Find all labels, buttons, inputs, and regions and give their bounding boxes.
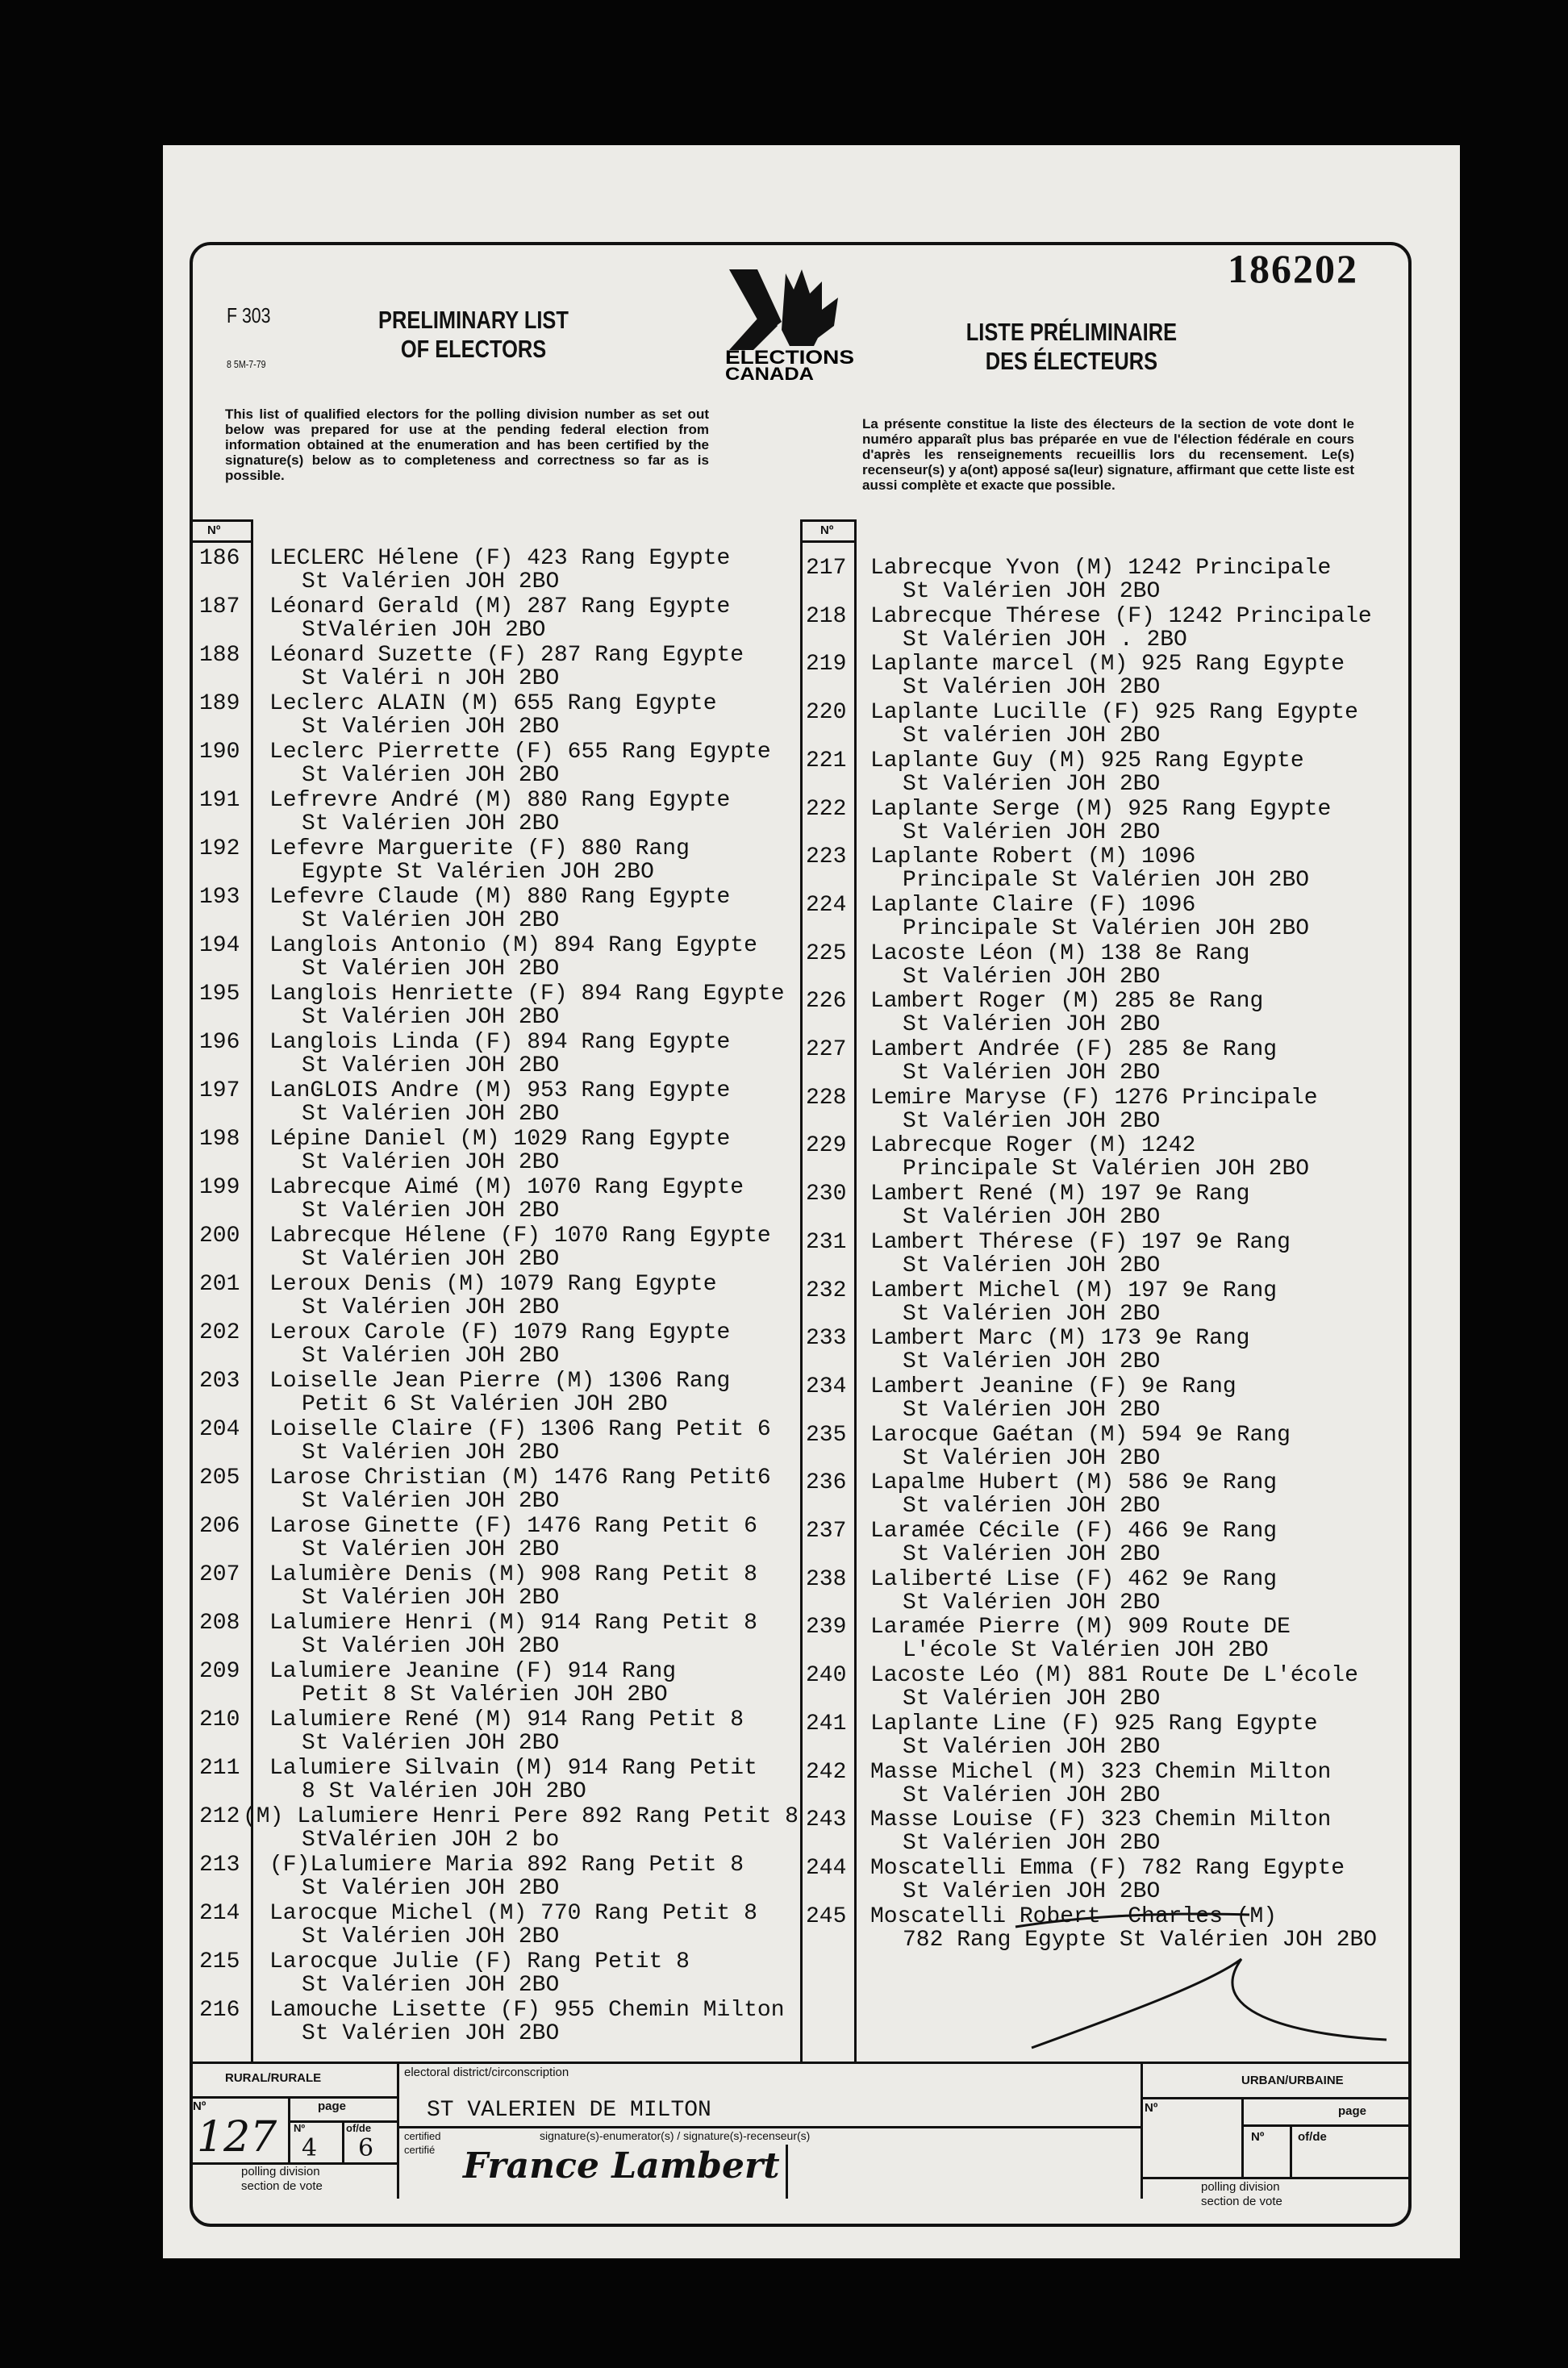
elector-locality: St Valérien JOH 2BO — [302, 1247, 560, 1272]
elector-name-address: Laplante Guy (M) 925 Rang Egypte — [870, 748, 1304, 773]
footer-divider — [397, 2062, 399, 2199]
elector-locality: St Valérien JOH 2BO — [903, 1253, 1161, 1278]
elector-number: 190 — [199, 740, 240, 765]
end-of-list-strokes — [999, 1895, 1403, 2056]
elector-locality: St Valérien JOH 2BO — [903, 579, 1161, 604]
elector-number: 199 — [199, 1175, 240, 1200]
elector-entry — [193, 1327, 1403, 1375]
elector-name-address: Lemire Maryse (F) 1276 Principale — [870, 1085, 1318, 1111]
elector-locality: St Valérien JOH 2BO — [302, 763, 560, 788]
elector-number: 221 — [806, 748, 847, 773]
elector-name-address: Lambert Michel (M) 197 9e Rang — [870, 1278, 1278, 1303]
elector-entry — [193, 701, 1403, 749]
elector-number: 192 — [199, 836, 240, 861]
page-number: 4 — [302, 2134, 318, 2162]
elector-number: 194 — [199, 933, 240, 958]
elector-locality: St Valérien JOH 2BO — [903, 1686, 1161, 1712]
elector-name-address: Moscatelli Robert -Charles (M) — [870, 1903, 1278, 1929]
elector-number: 211 — [199, 1756, 240, 1781]
elector-number: 218 — [806, 603, 847, 629]
elector-number: 213 — [199, 1853, 240, 1878]
elector-entry — [193, 990, 1403, 1038]
elector-name-address: Larose Ginette (F) 1476 Rang Petit 6 — [269, 1514, 757, 1539]
elector-number: 242 — [806, 1759, 847, 1785]
footer-line — [190, 2096, 399, 2099]
elector-name-address: Larocque Michel (M) 770 Rang Petit 8 — [269, 1901, 757, 1926]
elector-entry — [193, 1375, 1403, 1424]
elector-number: 229 — [806, 1133, 847, 1159]
elector-locality: St Valérien JOH 2BO — [903, 1590, 1161, 1615]
elector-name-address: Labrecque Roger (M) 1242 — [870, 1133, 1196, 1159]
elector-locality: St Valérien JOH 2BO — [903, 1301, 1161, 1327]
elector-number: 223 — [806, 844, 847, 870]
no-col-line — [193, 540, 253, 543]
elector-entry — [193, 652, 1403, 701]
elector-locality: St Valérien JOH 2BO — [903, 1542, 1161, 1567]
district-label: electoral district/circonscription — [404, 2066, 569, 2079]
elector-locality: St Valérien JOH 2BO — [302, 1537, 560, 1562]
page-of-label: of/de — [346, 2122, 372, 2134]
elector-number: 224 — [806, 892, 847, 918]
no-header-right: Nº — [820, 523, 834, 537]
elector-name-address: Lambert Thérese (F) 197 9e Rang — [870, 1229, 1291, 1255]
elector-number: 234 — [806, 1374, 847, 1399]
elector-name-address: Moscatelli Emma (F) 782 Rang Egypte — [870, 1855, 1345, 1881]
elector-name-address: Léonard Gerald (M) 287 Rang Egypte — [269, 594, 731, 619]
elector-locality: St Valérien JOH 2BO — [302, 569, 560, 594]
elector-name-address: Leroux Denis (M) 1079 Rang Egypte — [269, 1272, 717, 1297]
elector-locality: St Valérien JOH 2BO — [302, 1876, 560, 1901]
right-no-col-line — [800, 540, 857, 543]
elector-number: 206 — [199, 1514, 240, 1539]
elector-locality: St Valérien JOH 2BO — [302, 1586, 560, 1611]
elector-entry — [193, 1279, 1403, 1328]
elector-locality: St Valérien JOH 2BO — [302, 2021, 560, 2046]
elector-number: 227 — [806, 1037, 847, 1062]
elector-number: 217 — [806, 556, 847, 581]
elector-locality: St Valérien JOH 2BO — [903, 771, 1161, 797]
elector-number: 220 — [806, 700, 847, 726]
elections-canada-logo — [721, 265, 866, 382]
elector-name-address: Lalumiere René (M) 914 Rang Petit 8 — [269, 1707, 744, 1732]
elector-number: 238 — [806, 1566, 847, 1592]
elector-name-address: Lamouche Lisette (F) 955 Chemin Milton — [269, 1998, 785, 2023]
elector-name-address: Lefevre Claude (M) 880 Rang Egypte — [269, 885, 731, 910]
elector-name-address: Laplante Line (F) 925 Rang Egypte — [870, 1711, 1318, 1736]
no-header-left: Nº — [207, 523, 221, 537]
elector-locality: St Valérien JOH 2BO — [903, 1012, 1161, 1038]
elector-name-address: Leclerc Pierrette (F) 655 Rang Egypte — [269, 740, 771, 765]
elector-number: 198 — [199, 1127, 240, 1152]
footer-line — [397, 2126, 1141, 2128]
intro-english: This list of qualified electors for the polling division number as set out below was prepared for use at the pending federal election from information obtained at the enumeration and has been certified by the signature(s) below as to completeness and correctness so far as is possible. — [225, 406, 709, 483]
elector-locality: St Valérien JOH 2BO — [302, 1634, 560, 1659]
elector-entry — [193, 1134, 1403, 1182]
elector-entry — [193, 1568, 1403, 1616]
footer-divider — [786, 2145, 788, 2199]
form-code: F 303 — [227, 303, 271, 327]
form-border — [190, 242, 1412, 2227]
elector-number: 191 — [199, 788, 240, 813]
elector-name-address: Loiselle Claire (F) 1306 Rang Petit 6 — [269, 1417, 771, 1442]
elector-name-address: Laramée Cécile (F) 466 9e Rang — [870, 1519, 1278, 1544]
rural-no-label: Nº — [193, 2099, 206, 2113]
elector-locality: St Valérien JOH 2BO — [903, 1445, 1161, 1471]
elector-number: 225 — [806, 940, 847, 966]
serial-number: 186202 — [1228, 246, 1358, 291]
elector-number: 188 — [199, 643, 240, 668]
elector-number: 205 — [199, 1465, 240, 1490]
elector-number: 186 — [199, 546, 240, 571]
elector-number: 201 — [199, 1272, 240, 1297]
elector-name-address: Leclerc ALAIN (M) 655 Rang Egypte — [269, 691, 717, 716]
elector-entry — [193, 894, 1403, 942]
elector-number: 195 — [199, 982, 240, 1007]
elector-locality: St Valéri n JOH 2BO — [302, 666, 560, 691]
elector-name-address: Masse Michel (M) 323 Chemin Milton — [870, 1759, 1332, 1785]
certified-label-fr: certifié — [404, 2144, 436, 2156]
elector-locality: StValérien JOH 2 bo — [302, 1828, 560, 1853]
elector-name-address: Loiselle Jean Pierre (M) 1306 Rang — [269, 1369, 731, 1394]
svg-text:CANADA: CANADA — [725, 364, 815, 382]
elector-number: 233 — [806, 1326, 847, 1352]
elector-locality: St Valérien JOH 2BO — [302, 1150, 560, 1175]
elector-entry — [193, 942, 1403, 990]
title-english: PRELIMINARY LIST OF ELECTORS — [378, 306, 569, 363]
footer-divider — [1290, 2124, 1292, 2177]
elector-locality: St Valérien JOH 2BO — [903, 1061, 1161, 1086]
elector-locality: St Valérien JOH 2BO — [302, 908, 560, 933]
elector-entry — [193, 1231, 1403, 1279]
footer-divider — [288, 2096, 290, 2162]
elector-entry — [193, 1182, 1403, 1231]
polling-division-label-fr: section de vote — [241, 2179, 323, 2193]
elector-name-address: Laplante Lucille (F) 925 Rang Egypte — [870, 700, 1358, 726]
elector-name-address: Lambert Marc (M) 173 9e Rang — [870, 1326, 1250, 1352]
signature-label: signature(s)-enumerator(s) / signature(s)-recenseur(s) — [540, 2129, 811, 2142]
elector-locality: L'école St Valérien JOH 2BO — [903, 1638, 1269, 1664]
elector-name-address: Lambert Roger (M) 285 8e Rang — [870, 989, 1264, 1015]
elector-number: 240 — [806, 1663, 847, 1689]
elector-entry — [193, 1761, 1403, 1809]
elector-locality: Petit 8 St Valérien JOH 2BO — [302, 1682, 668, 1707]
elector-locality: St Valérien JOH 2BO — [302, 715, 560, 740]
elector-name-address: Léonard Suzette (F) 287 Rang Egypte — [269, 643, 744, 668]
elector-locality: St Valérien JOH . 2BO — [903, 627, 1187, 652]
elector-number: 193 — [199, 885, 240, 910]
elector-locality: St Valérien JOH 2BO — [903, 1108, 1161, 1134]
elector-locality: Principale St Valérien JOH 2BO — [903, 1157, 1310, 1182]
elector-number: 203 — [199, 1369, 240, 1394]
svg-text:ELECTIONS: ELECTIONS — [725, 347, 854, 369]
elector-name-address: Laplante marcel (M) 925 Rang Egypte — [870, 652, 1345, 677]
urban-polling-label-en: polling division — [1201, 2180, 1280, 2194]
elector-number: 216 — [199, 1998, 240, 2023]
elector-locality: StValérien JOH 2BO — [302, 618, 546, 643]
elector-locality: St Valérien JOH 2BO — [302, 1295, 560, 1320]
elector-name-address: Labrecque Thérese (F) 1242 Principale — [870, 603, 1372, 629]
elector-number: 228 — [806, 1085, 847, 1111]
elector-entry — [193, 1038, 1403, 1086]
footer-divider — [1241, 2097, 1244, 2177]
elector-locality: St Valérien JOH 2BO — [302, 1102, 560, 1127]
elector-locality: St Valérien JOH 2BO — [302, 957, 560, 982]
elector-locality: Principale St Valérien JOH 2BO — [903, 868, 1310, 894]
elector-name-address: Langlois Linda (F) 894 Rang Egypte — [269, 1030, 731, 1055]
elector-number: 243 — [806, 1807, 847, 1833]
elector-entry — [193, 1520, 1403, 1568]
rural-page-label: page — [318, 2099, 347, 2113]
elector-locality: St Valérien JOH 2BO — [302, 811, 560, 836]
elector-name-address: Laplante Claire (F) 1096 — [870, 892, 1196, 918]
elector-number: 226 — [806, 989, 847, 1015]
elector-name-address: Lalumière Denis (M) 908 Rang Petit 8 — [269, 1562, 757, 1587]
elector-name-address: LECLERC Hélene (F) 423 Rang Egypte — [269, 546, 731, 571]
elector-number: 214 — [199, 1901, 240, 1926]
elector-locality: St Valérien JOH 2BO — [302, 1053, 560, 1078]
footer-line — [1241, 2124, 1408, 2127]
elector-name-address: Langlois Henriette (F) 894 Rang Egypte — [269, 982, 785, 1007]
elector-locality: 782 Rang Egypte St Valérien JOH 2BO — [903, 1927, 1378, 1953]
elector-name-address: Lacoste Léo (M) 881 Route De L'école — [870, 1663, 1358, 1689]
footer-line — [1141, 2097, 1408, 2099]
elector-number: 236 — [806, 1470, 847, 1496]
elector-name-address: Laplante Robert (M) 1096 — [870, 844, 1196, 870]
polling-division-label-en: polling division — [241, 2165, 320, 2178]
enumerator-signature: France Lambert — [463, 2145, 780, 2187]
title-french: LISTE PRÉLIMINAIRE DES ÉLECTEURS — [965, 318, 1178, 375]
elector-number: 212 — [199, 1804, 240, 1829]
elector-name-address: Leroux Carole (F) 1079 Rang Egypte — [269, 1320, 731, 1345]
elector-locality: St Valérien JOH 2BO — [302, 1489, 560, 1514]
elector-entry — [193, 1424, 1403, 1472]
urban-page-label: page — [1338, 2104, 1367, 2118]
elector-locality: St Valérien JOH 2BO — [903, 1349, 1161, 1375]
elector-name-address: (M) Lalumiere Henri Pere 892 Rang Petit 8 — [243, 1804, 799, 1829]
elector-locality: St Valérien JOH 2BO — [903, 1734, 1161, 1760]
elector-locality: St Valérien JOH 2BO — [903, 1831, 1161, 1857]
elector-entry — [193, 1471, 1403, 1520]
elector-entry — [193, 798, 1403, 846]
right-no-col-top — [800, 519, 857, 522]
elector-name-address: Lefrevre André (M) 880 Rang Egypte — [269, 788, 731, 813]
elector-number: 187 — [199, 594, 240, 619]
elector-name-address: Lambert Andrée (F) 285 8e Rang — [870, 1037, 1278, 1062]
elector-name-address: Labrecque Aimé (M) 1070 Rang Egypte — [269, 1175, 744, 1200]
elector-number: 215 — [199, 1949, 240, 1974]
elector-locality: St Valérien JOH 2BO — [903, 1205, 1161, 1231]
elector-locality: St Valérien JOH 2BO — [302, 1440, 560, 1465]
elector-entry — [193, 1664, 1403, 1712]
no-col-top — [190, 519, 252, 522]
elector-entry — [193, 1712, 1403, 1761]
elector-number: 231 — [806, 1229, 847, 1255]
rural-label: RURAL/RURALE — [225, 2071, 322, 2085]
elector-name-address: (F)Lalumiere Maria 892 Rang Petit 8 — [269, 1853, 744, 1878]
urban-label: URBAN/URBAINE — [1241, 2074, 1344, 2087]
electoral-district-value: ST VALERIEN DE MILTON — [427, 2098, 711, 2123]
elector-entry — [193, 749, 1403, 798]
elector-number: 208 — [199, 1611, 240, 1636]
elector-name-address: Labrecque Hélene (F) 1070 Rang Egypte — [269, 1224, 771, 1249]
elector-locality: St Valérien JOH 2BO — [302, 1973, 560, 1998]
elector-locality: St valérien JOH 2BO — [903, 723, 1161, 749]
elector-name-address: Lépine Daniel (M) 1029 Rang Egypte — [269, 1127, 731, 1152]
elector-number: 209 — [199, 1659, 240, 1684]
elector-entry — [193, 1615, 1403, 1664]
urban-no-label: Nº — [1145, 2101, 1158, 2115]
elector-locality: St Valérien JOH 2BO — [903, 1397, 1161, 1423]
elector-number: 189 — [199, 691, 240, 716]
elector-name-address: Masse Louise (F) 323 Chemin Milton — [870, 1807, 1332, 1833]
elector-entry — [193, 1086, 1403, 1135]
elector-name-address: Labrecque Yvon (M) 1242 Principale — [870, 556, 1332, 581]
urban-page-no-label: Nº — [1251, 2130, 1265, 2144]
elector-number: 219 — [806, 652, 847, 677]
elector-name-address: Lalumiere Henri (M) 914 Rang Petit 8 — [269, 1611, 757, 1636]
elector-locality: Petit 6 St Valérien JOH 2BO — [302, 1392, 668, 1417]
elector-locality: St Valérien JOH 2BO — [302, 1731, 560, 1756]
elector-name-address: Laramée Pierre (M) 909 Route DE — [870, 1615, 1291, 1641]
elector-name-address: Lalumiere Jeanine (F) 914 Rang — [269, 1659, 677, 1684]
elector-entry — [193, 557, 1403, 605]
page-total: 6 — [358, 2134, 374, 2162]
elector-name-address: Lalumiere Silvain (M) 914 Rang Petit — [269, 1756, 757, 1781]
elector-number: 202 — [199, 1320, 240, 1345]
intro-french: La présente constitue la liste des électeurs de la section de vote dont le numéro apparaît plus bas préparée en vue de l'élection fédérale en cours d'après les renseignements recueillis lors du recensement. Le(s) recenseur(s) y a(ont) apposé sa(leur) signature, affirmant que cette liste est aussi complète et exacte que possible. — [862, 416, 1354, 493]
elector-number: 210 — [199, 1707, 240, 1732]
elector-number: 230 — [806, 1182, 847, 1207]
elector-locality: St Valérien JOH 2BO — [302, 1005, 560, 1030]
elector-number: 207 — [199, 1562, 240, 1587]
footer-divider — [342, 2120, 344, 2162]
elector-entry — [193, 845, 1403, 894]
elector-locality: St Valérien JOH 2BO — [903, 819, 1161, 845]
urban-polling-label-fr: section de vote — [1201, 2195, 1282, 2208]
elector-entry — [193, 605, 1403, 653]
footer-line — [1141, 2177, 1408, 2179]
polling-division-number: 127 — [197, 2113, 277, 2162]
elector-locality: 8 St Valérien JOH 2BO — [302, 1779, 586, 1804]
elector-name-address: Lambert Jeanine (F) 9e Rang — [870, 1374, 1236, 1399]
elector-name-address: Larocque Gaétan (M) 594 9e Rang — [870, 1422, 1291, 1448]
certified-label-en: certified — [404, 2130, 441, 2142]
elector-number: 241 — [806, 1711, 847, 1736]
elector-number: 196 — [199, 1030, 240, 1055]
elector-number: 204 — [199, 1417, 240, 1442]
page-no-label: Nº — [294, 2122, 306, 2134]
elector-number: 222 — [806, 796, 847, 822]
elector-name-address: Langlois Antonio (M) 894 Rang Egypte — [269, 933, 757, 958]
elector-name-address: Lacoste Léon (M) 138 8e Rang — [870, 940, 1250, 966]
elector-name-address: Lapalme Hubert (M) 586 9e Rang — [870, 1470, 1278, 1496]
urban-of-label: of/de — [1298, 2130, 1327, 2144]
footer-top-line — [190, 2062, 1408, 2064]
elector-number: 244 — [806, 1855, 847, 1881]
elector-number: 197 — [199, 1078, 240, 1103]
elector-locality: St Valérien JOH 2BO — [302, 1924, 560, 1949]
elector-locality: St Valérien JOH 2BO — [903, 1782, 1161, 1808]
form-date: 8 5M-7-79 — [227, 358, 266, 370]
elector-entry — [193, 1808, 1403, 1857]
elector-locality: St Valérien JOH 2BO — [302, 1344, 560, 1369]
elector-number: 235 — [806, 1422, 847, 1448]
elector-name-address: Lambert René (M) 197 9e Rang — [870, 1182, 1250, 1207]
elector-locality: St Valérien JOH 2BO — [903, 675, 1161, 701]
elector-name-address: LanGLOIS Andre (M) 953 Rang Egypte — [269, 1078, 731, 1103]
elector-name-address: Laplante Serge (M) 925 Rang Egypte — [870, 796, 1332, 822]
elector-name-address: Lefevre Marguerite (F) 880 Rang — [269, 836, 690, 861]
elector-number: 237 — [806, 1519, 847, 1544]
elector-locality: St valérien JOH 2BO — [903, 1494, 1161, 1520]
elector-number: 200 — [199, 1224, 240, 1249]
elector-number: 232 — [806, 1278, 847, 1303]
elector-number: 245 — [806, 1903, 847, 1929]
elector-locality: St Valérien JOH 2BO — [903, 964, 1161, 990]
elector-name-address: Laliberté Lise (F) 462 9e Rang — [870, 1566, 1278, 1592]
elector-name-address: Larocque Julie (F) Rang Petit 8 — [269, 1949, 690, 1974]
elector-number: 239 — [806, 1615, 847, 1641]
electors-list-form — [163, 145, 1460, 2258]
elector-locality: Principale St Valérien JOH 2BO — [903, 915, 1310, 941]
elector-locality: St Valérien JOH 2BO — [302, 1199, 560, 1224]
elector-locality: Egypte St Valérien JOH 2BO — [302, 860, 654, 885]
elector-name-address: Larose Christian (M) 1476 Rang Petit6 — [269, 1465, 771, 1490]
elector-locality: St Valérien JOH 2BO — [903, 1878, 1161, 1904]
